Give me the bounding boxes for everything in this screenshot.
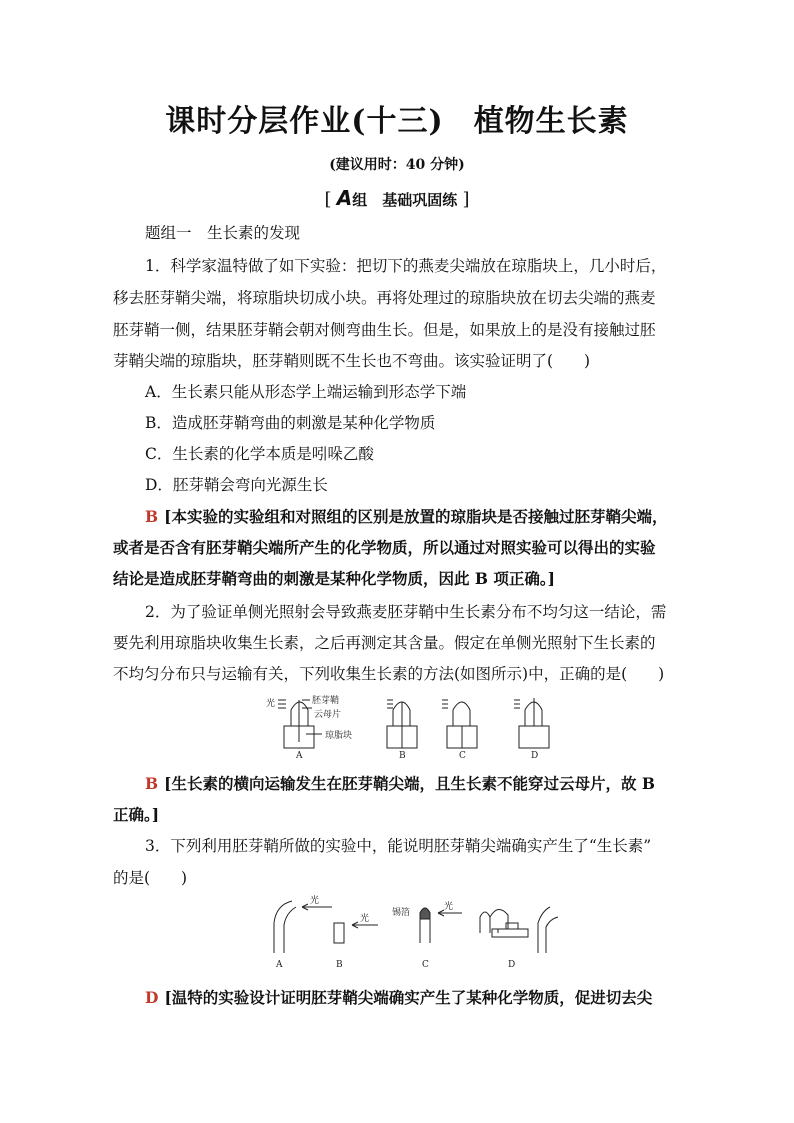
title-topic: 植物生长素 (473, 104, 629, 139)
panel-label: D (508, 960, 516, 970)
group-label: 组 基础巩固练 (352, 191, 458, 209)
mica-label: 云母片 (314, 710, 342, 720)
coleoptile-label: 胚芽鞘 (312, 696, 340, 706)
q1-line: 胚芽鞘一侧，结果胚芽鞘会朝对侧弯曲生长。但是，如果放上的是没有接触过胚 (113, 321, 656, 339)
light-label: 光 (444, 902, 454, 912)
q1-option-a: A．生长素只能从形态学上端运输到形态学下端 (145, 383, 467, 401)
q1-option-d: D．胚芽鞘会弯向光源生长 (145, 476, 328, 494)
agar-block-icon (519, 726, 549, 748)
q1-explanation: 或者是否含有胚芽鞘尖端所产生的化学物质，所以通过对照实验可以得出的实验 (113, 538, 656, 557)
light-label: 光 (360, 914, 370, 924)
panel-label: D (531, 751, 539, 760)
q1-answer-line (145, 505, 690, 527)
coleoptile-tip-icon (480, 912, 490, 933)
light-arrows-icon (514, 700, 520, 708)
q1-explanation: 结论是造成胚芽鞘弯曲的刺激是某种化学物质，因此 B 项正确。] (113, 569, 555, 588)
panel-label: A (276, 960, 283, 970)
group-bracket-left: [ (324, 189, 332, 210)
light-label: 光 (310, 896, 320, 906)
bent-coleoptile-icon (274, 901, 292, 953)
q1-line: 芽鞘尖端的琼脂块，胚芽鞘则既不生长也不弯曲。该实验证明了( ) (113, 352, 591, 370)
decapitated-coleoptile-icon (334, 923, 344, 943)
q1-answer: B (145, 507, 159, 526)
suggested-time: (建议用时：40 分钟) (329, 157, 465, 173)
light-arrows-icon (387, 700, 393, 708)
group-letter: A (336, 186, 353, 210)
agar-block-icon (492, 929, 528, 937)
section-heading: 题组一 生长素的发现 (145, 224, 301, 242)
q1-line: 1．科学家温特做了如下实验：把切下的燕麦尖端放在琼脂块上，几小时后， (145, 257, 667, 275)
q3-answer: D (145, 988, 159, 1007)
light-label: 光 (266, 699, 276, 709)
foil-cap-icon (420, 908, 430, 919)
q3-explanation: [温特的实验设计证明胚芽鞘尖端确实产生了某种化学物质，促进切去尖 (164, 988, 653, 1007)
q1-option-c: C．生长素的化学本质是吲哚乙酸 (145, 445, 374, 463)
title-main: 课时分层作业(十三) (165, 104, 444, 139)
q2-answer-line (145, 772, 690, 794)
group-bracket-right: ] (462, 189, 470, 210)
q3-answer-line (145, 986, 690, 1008)
q2-explanation: [生长素的横向运输发生在胚芽鞘尖端，且生长素不能穿过云母片，故 B (164, 774, 655, 793)
panel-label: B (399, 751, 406, 760)
light-arrows-icon (278, 700, 286, 708)
panel-label: C (459, 751, 466, 760)
agar-label: 琼脂块 (325, 731, 353, 741)
panel-label: C (422, 960, 429, 970)
q2-line: 要先利用琼脂块收集生长素，之后再测定其含量。假定在单侧光照射下生长素的 (113, 634, 656, 652)
q1-explanation: [本实验的实验组和对照组的区别是放置的琼脂块是否接触过胚芽鞘尖端， (164, 507, 668, 526)
q3-line: 3．下列利用胚芽鞘所做的实验中，能说明胚芽鞘尖端确实产生了“生长素” (145, 837, 652, 855)
light-arrows-icon (442, 700, 448, 708)
panel-label: B (336, 960, 343, 970)
q2-explanation: 正确。] (113, 805, 160, 824)
q3-line: 的是( ) (113, 869, 188, 887)
foil-label: 锡箔 (392, 908, 411, 918)
coleoptile-tip-icon (453, 702, 470, 726)
q2-line: 2．为了验证单侧光照射会导致燕麦胚芽鞘中生长素分布不均匀这一结论，需 (145, 603, 667, 621)
group-heading (0, 186, 794, 210)
page-title (0, 96, 794, 140)
q3-figure (262, 895, 562, 975)
q2-figure (262, 690, 562, 760)
q1-line: 移去胚芽鞘尖端，将琼脂块切成小块。再将处理过的琼脂块放在切去尖端的燕麦 (113, 289, 656, 307)
panel-label: A (296, 751, 303, 760)
q2-line: 不均匀分布只与运输有关，下列收集生长素的方法(如图所示)中，正确的是( ) (113, 665, 665, 683)
q1-option-b: B．造成胚芽鞘弯曲的刺激是某种化学物质 (145, 414, 436, 432)
q2-answer: B (145, 774, 159, 793)
